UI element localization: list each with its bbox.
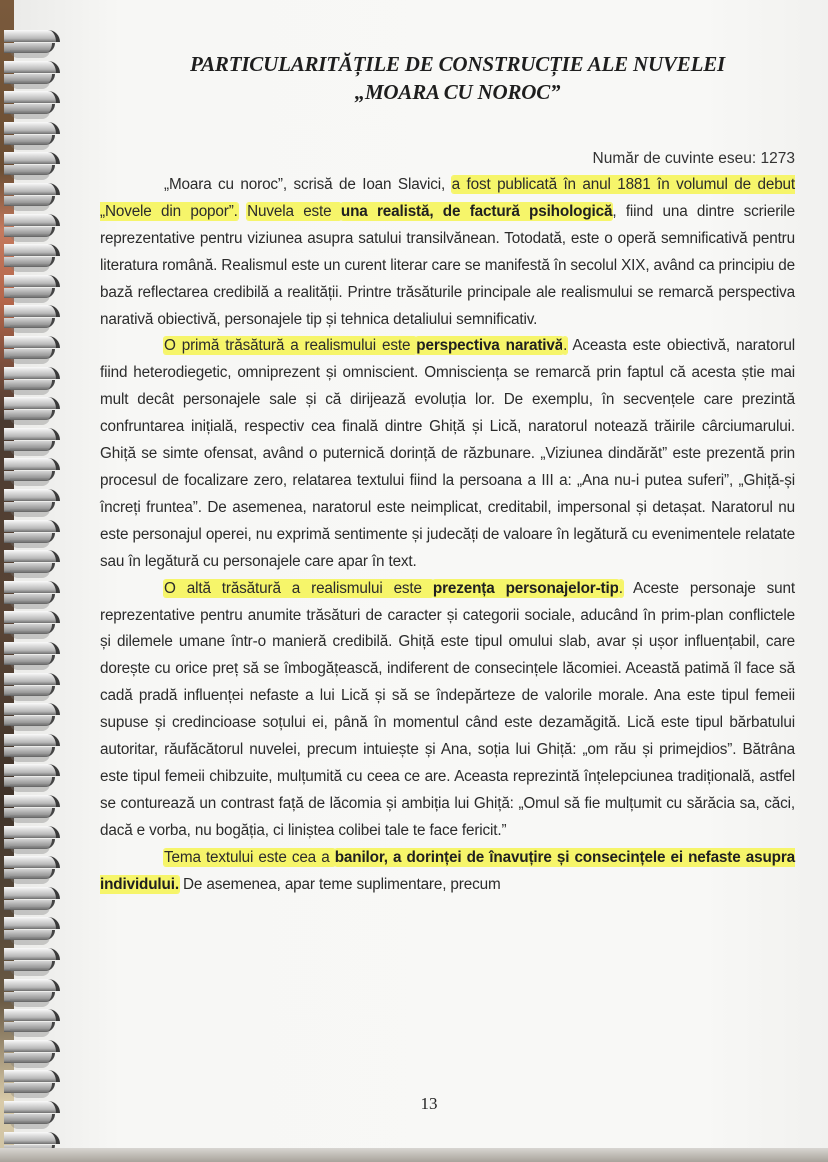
bold-text: perspectiva narativă <box>416 337 564 355</box>
page-bottom-edge <box>0 1148 828 1162</box>
spiral-coil <box>4 550 60 580</box>
spiral-coil <box>4 305 60 335</box>
spiral-coil <box>4 397 60 427</box>
highlighted-text: Tema textului este cea a <box>164 848 335 866</box>
title-line-2: „MOARA CU NOROC” <box>354 80 561 104</box>
spiral-coil <box>4 61 60 91</box>
bold-text: prezența personajelor-tip <box>432 579 619 597</box>
spiral-coil <box>4 336 60 366</box>
spiral-coil <box>4 734 60 764</box>
highlighted-text: . <box>618 579 623 597</box>
spiral-coil <box>4 275 60 305</box>
spiral-coil <box>4 489 60 519</box>
spiral-coil <box>4 428 60 458</box>
spiral-binding <box>0 0 70 1162</box>
paragraph-character-types <box>100 576 795 845</box>
spiral-coil <box>4 581 60 611</box>
spiral-coil <box>4 795 60 825</box>
spiral-coil <box>4 1009 60 1039</box>
spiral-coil <box>4 856 60 886</box>
spiral-coil <box>4 520 60 550</box>
document-title <box>120 50 795 106</box>
spiral-coil <box>4 917 60 947</box>
spiral-coil <box>4 673 60 703</box>
paragraph-narrative-perspective <box>100 333 795 575</box>
text-segment: , fiind una dintre scrierile reprezentative pentru viziunea asupra satului transilvănean. Totodată, este o operă semnificativă pentru literatura română. Realismul este un curent literar care se manifestă în secolul XIX, având ca principiu de bază reflectarea credibilă a realității. Printre trăsăturile principale ale realismului se remarcă perspectiva narativă obiectivă, personajele tip și tehnica detaliului semnificativ. <box>100 202 795 328</box>
spiral-coil <box>4 122 60 152</box>
document-body <box>100 50 795 898</box>
spiral-coil <box>4 91 60 121</box>
spiral-coil <box>4 458 60 488</box>
spiral-coil <box>4 152 60 182</box>
paragraph-intro <box>100 172 795 333</box>
spiral-coil <box>4 30 60 60</box>
spiral-coil <box>4 887 60 917</box>
text-segment: „Moara cu noroc”, scrisă de Ioan Slavici, <box>164 176 452 193</box>
spiral-coil <box>4 214 60 244</box>
paragraph-theme <box>100 845 795 899</box>
title-line-1: PARTICULARITĂȚILE DE CONSTRUCȚIE ALE NUVELEI <box>190 52 725 76</box>
spiral-coil <box>4 642 60 672</box>
highlighted-text: O primă trăsătură a realismului este <box>164 337 417 355</box>
text-segment: Aceasta este obiectivă, naratorul fiind heterodiegetic, omniprezent și omniscient. Omnisciența se remarcă prin faptul că acesta știe mai mult decât personajele sale și că dirijează evoluția lor. De exemplu, în secvențele care prezintă confruntarea inițială, respectiv cea finală dintre Ghiță și Lică, naratorul notează trăirile cârciumarului. Ghiță se simte ofensat, având o puternică dorință de răzbunare. „Viziunea dindărăt” este prezentă prin procesul de focalizare zero, relatarea textului fiind la persoana a III a: „Ana nu-i putea suferi”, „Ghiță-și încreți fruntea”. De asemenea, naratorul este neimplicat, creditabil, impersonal și detașat. Naratorul nu este personajul operei, nu exprimă sentimente și judecăți de valoare în legătură cu evenimentele relatate sau în legătură cu personajele care apar în text. <box>100 337 795 570</box>
text-segment: Aceste personaje sunt reprezentative pentru anumite trăsături de caracter și categorii sociale, aducând în prim-plan conflictele și dilemele umane într-o manieră credibilă. Ghiță este tipul omului slab, avar și ușor influențabil, care dorește cu orice preț să se îmbogățească, indiferent de consecințele lăcomiei. Această patimă îl face să cadă pradă influenței nefaste a lui Lică și să se îndepărteze de valorile morale. Ana este tipul femeii supuse și credincioase soțului ei, până în momentul când este dezamăgită. Lică este tipul bărbatului autoritar, răufăcătorul nuvelei, precum intuiește și Ana, soția lui Ghiță: „om rău și primejdios”. Bătrâna este tipul femeii chibzuite, mulțumită cu ceea ce are. Aceasta reprezintă înțelepciunea tradițională, astfel se conturează un contrast față de lăcomia și ambiția lui Ghiță: „Omul să fie mulțumit cu sărăcia sa, căci, dacă e vorba, nu bogăția, ci liniștea colibei tale te face fericit.” <box>100 579 795 839</box>
spiral-coil <box>4 826 60 856</box>
spiral-coil <box>4 611 60 641</box>
spiral-coil <box>4 703 60 733</box>
page-number: 13 <box>420 1094 438 1113</box>
text-segment: De asemenea, apar teme suplimentare, precum <box>178 875 501 893</box>
bold-text: banilor, a dorinței de înavuțire și consecințele ei nefaste asupra individului. <box>100 848 795 893</box>
bold-text: una realistă, de factură psihologică <box>340 202 613 220</box>
spiral-coil <box>4 367 60 397</box>
spiral-coil <box>4 979 60 1009</box>
highlighted-text: Nuvela este <box>247 202 341 220</box>
highlighted-text: a fost publicată în anul 1881 în volumul de debut „Novele din popor”. <box>100 176 796 220</box>
word-count: Număr de cuvinte eseu: 1273 <box>592 150 795 167</box>
spiral-coil <box>4 1040 60 1070</box>
spiral-coil <box>4 244 60 274</box>
spiral-coil <box>4 764 60 794</box>
highlighted-text: O altă trăsătură a realismului este <box>164 579 433 597</box>
text-segment <box>238 203 247 220</box>
highlighted-text: . <box>563 337 568 355</box>
spiral-coil <box>4 183 60 213</box>
spiral-coil <box>4 948 60 978</box>
